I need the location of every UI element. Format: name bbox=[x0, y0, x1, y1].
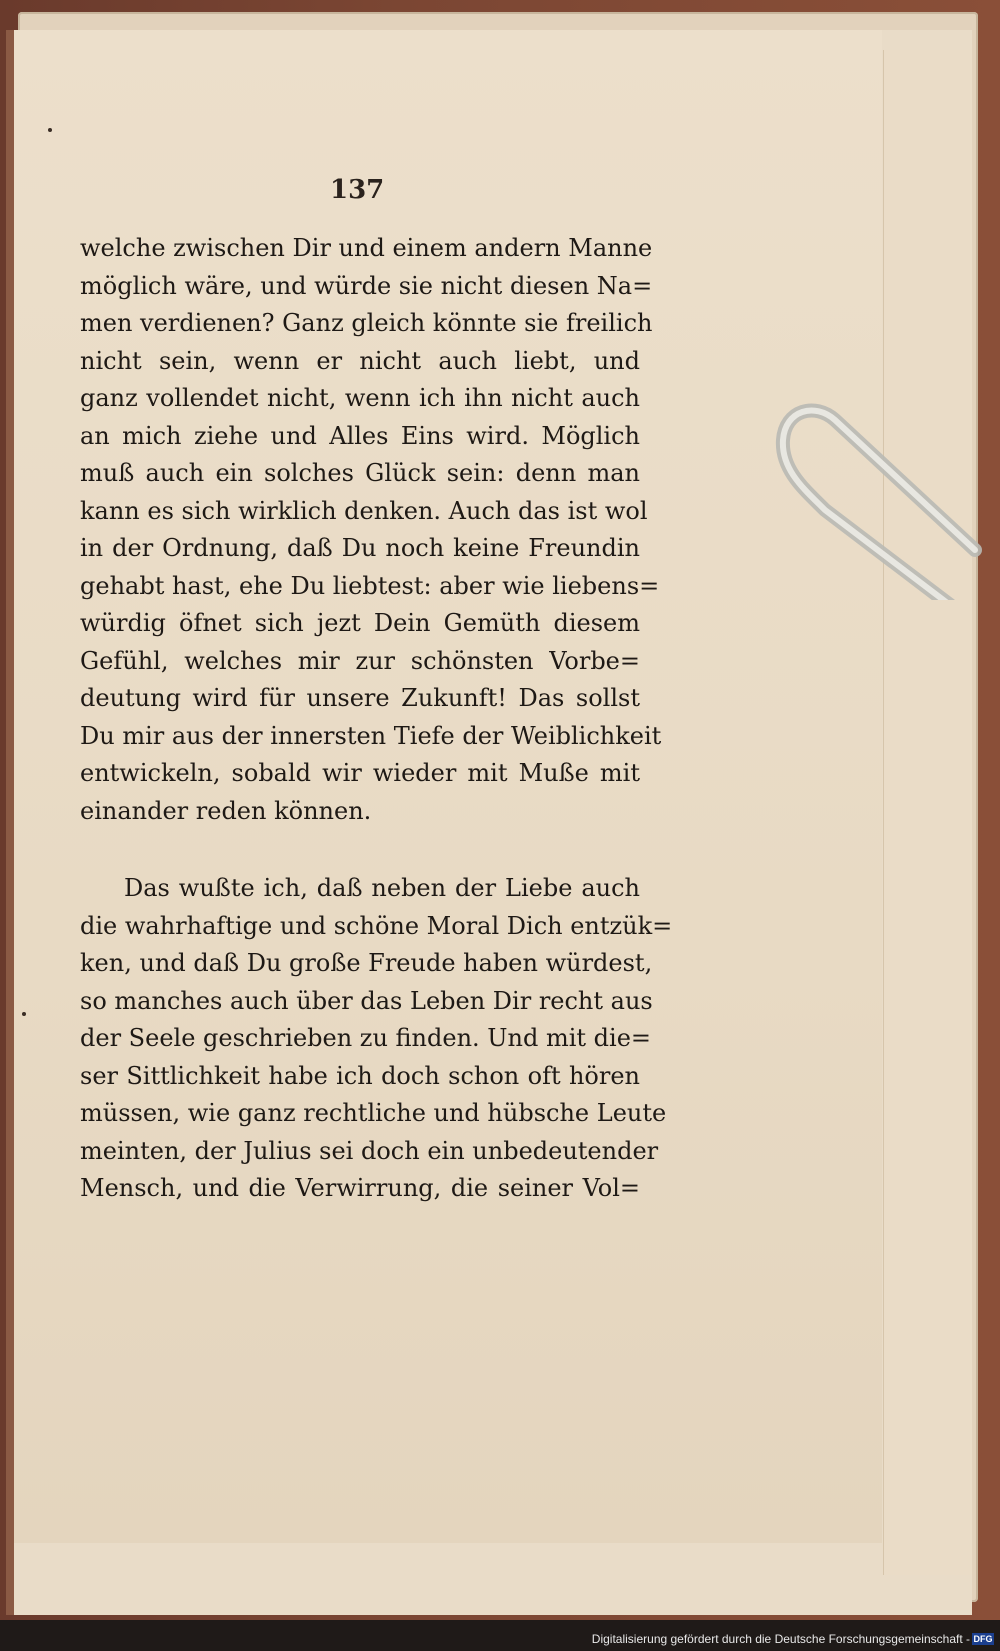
text-line: Gefühl, welches mir zur schönsten Vorbe= bbox=[80, 646, 640, 675]
page-text bbox=[80, 230, 673, 1208]
text-line: kann es sich wirklich denken. Auch das ist wol bbox=[80, 496, 648, 525]
text-line: entwickeln, sobald wir wieder mit Muße mit bbox=[80, 759, 640, 787]
text-line: ser Sittlichkeit habe ich doch schon oft hören bbox=[80, 1061, 640, 1090]
text-line: an mich ziehe und Alles Eins wird. Möglich bbox=[80, 421, 640, 450]
text-line: muß auch ein solches Glück sein: denn man bbox=[80, 459, 640, 487]
text-line: welche zwischen Dir und einem andern Manne bbox=[80, 234, 653, 262]
text-line: gehabt hast, ehe Du liebtest: aber wie liebens= bbox=[80, 571, 660, 600]
text-line: einander reden können. bbox=[80, 796, 372, 825]
text-line: Du mir aus der innersten Tiefe der Weiblichkeit bbox=[80, 721, 662, 750]
text-line: meinten, der Julius sei doch ein unbedeutender bbox=[80, 1136, 659, 1165]
text-line: müssen, wie ganz rechtliche und hübsche Leute bbox=[80, 1099, 667, 1127]
text-line: der Seele geschrieben zu finden. Und mit die= bbox=[80, 1024, 652, 1052]
text-line: in der Ordnung, daß Du noch keine Freundin bbox=[80, 534, 640, 562]
text-line: nicht sein, wenn er nicht auch liebt, und bbox=[80, 346, 640, 375]
text-line: men verdienen? Ganz gleich könnte sie freilich bbox=[80, 309, 653, 337]
text-line: möglich wäre, und würde sie nicht diesen Na= bbox=[80, 271, 653, 300]
text-line: Das wußte ich, daß neben der Liebe auch bbox=[124, 874, 640, 902]
paper-speck bbox=[48, 128, 52, 132]
page-number: 137 bbox=[330, 175, 385, 205]
page-clip-icon bbox=[775, 400, 1000, 600]
text-line: deutung wird für unsere Zukunft! Das sollst bbox=[80, 684, 640, 712]
text-line: würdig öfnet sich jezt Dein Gemüth diesem bbox=[80, 609, 640, 637]
text-line: Mensch, und die Verwirrung, die seiner Vol= bbox=[80, 1174, 640, 1202]
text-line: ken, und daß Du große Freude haben würdest, bbox=[80, 949, 653, 977]
dfg-logo: DFG bbox=[973, 1634, 993, 1644]
paper-speck bbox=[22, 1012, 26, 1016]
text-line: die wahrhaftige und schöne Moral Dich entzük= bbox=[80, 911, 673, 940]
text-line: ganz vollendet nicht, wenn ich ihn nicht auch bbox=[80, 384, 640, 412]
paragraph-2 bbox=[80, 870, 673, 1208]
paragraph-1 bbox=[80, 230, 662, 830]
text-line: so manches auch über das Leben Dir recht aus bbox=[80, 986, 653, 1015]
footer-credit: Digitalisierung gefördert durch die Deutsche Forschungsgemeinschaft - bbox=[591, 1632, 970, 1646]
page-edge bbox=[883, 50, 972, 1575]
